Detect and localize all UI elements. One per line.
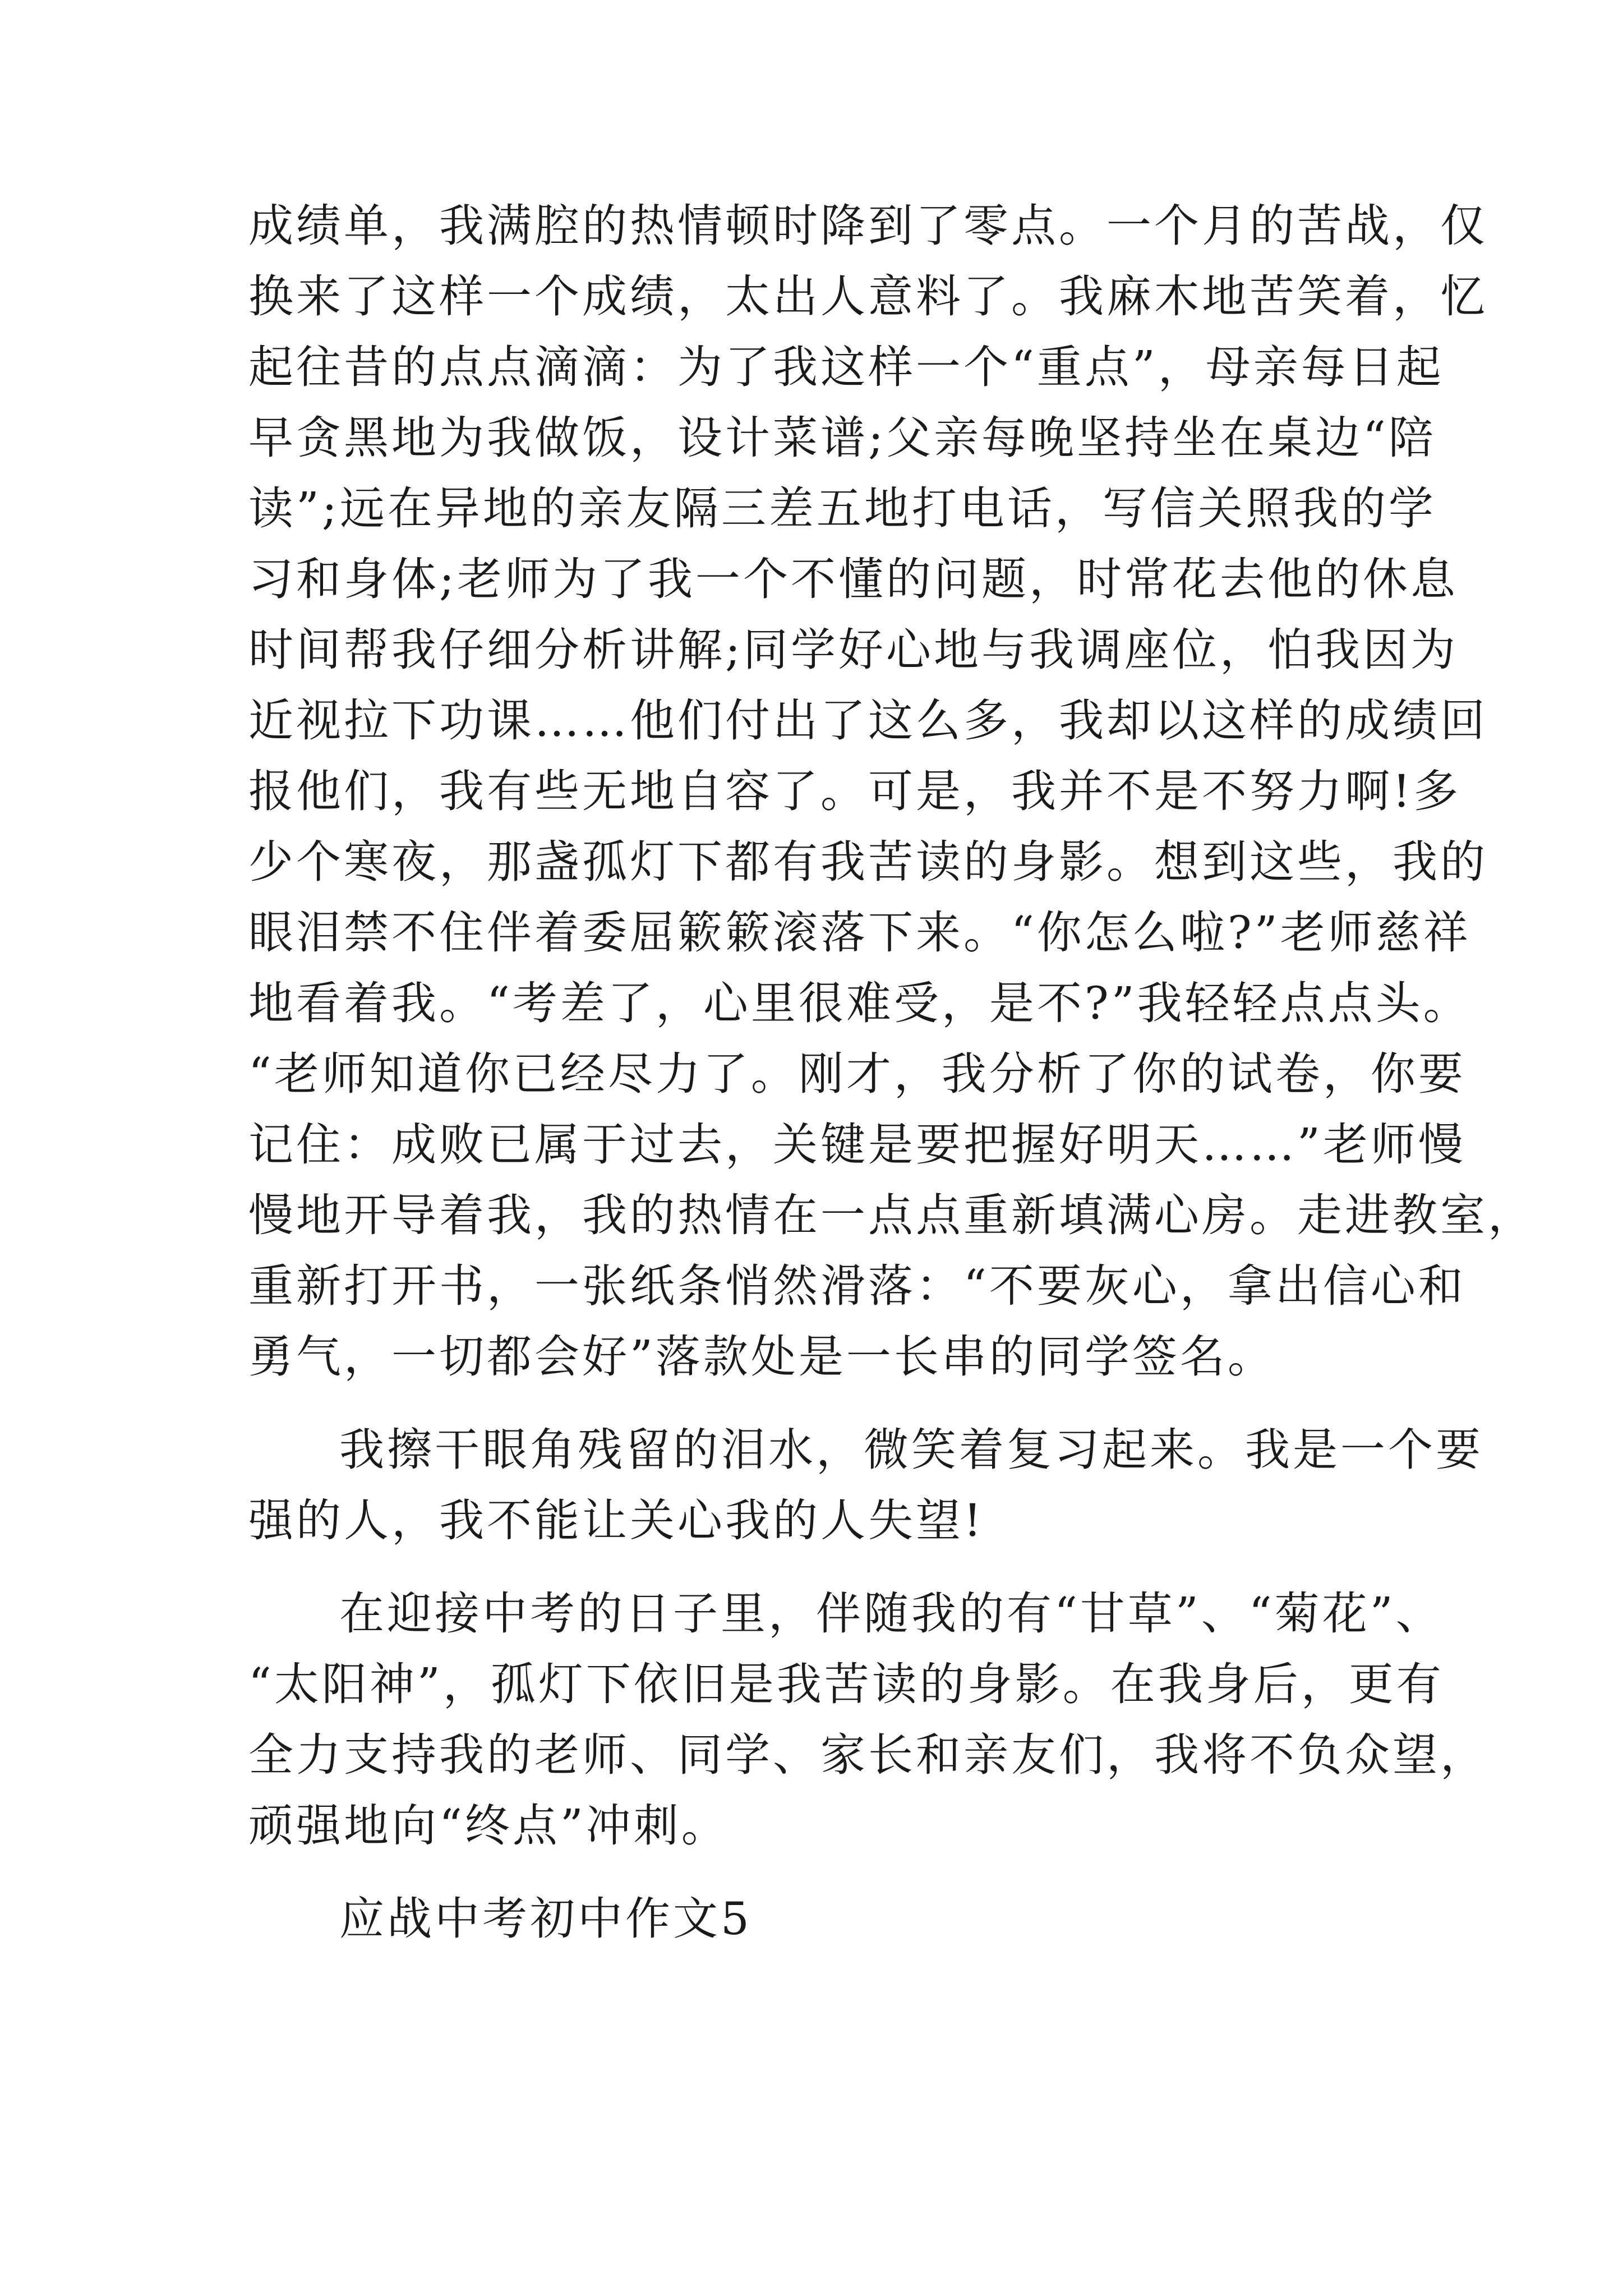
text-line: 慢地开导着我，我的热情在一点点重新填满心房。走进教室， [248, 1189, 1536, 1241]
text-line: 眼泪禁不住伴着委屈簌簌滚落下来。“你怎么啦?”老师慈祥 [248, 907, 1471, 959]
text-line: 地看着我。“考差了，心里很难受，是不?”我轻轻点点头。 [248, 977, 1471, 1029]
text-line: 报他们，我有些无地自容了。可是，我并不是不努力啊!多 [248, 765, 1461, 817]
text-line: 少个寒夜，那盏孤灯下都有我苦读的身影。想到这些，我的 [248, 836, 1488, 888]
text-line: 在迎接中考的日子里，伴随我的有“甘草”、“菊花”、 [339, 1588, 1444, 1640]
paragraph-1 [248, 191, 1536, 1392]
text-line: 重新打开书，一张纸条悄然滑落：“不要灰心，拿出信心和 [248, 1260, 1466, 1312]
text-line: 习和身体;老师为了我一个不懂的问题，时常花去他的休息 [248, 553, 1458, 605]
text-line: 读”;远在异地的亲友隔三差五地打电话，写信关照我的学 [248, 482, 1436, 535]
text-line: 强的人，我不能让关心我的人失望! [248, 1494, 985, 1547]
text-line: “老师知道你已经尽力了。刚才，我分析了你的试卷，你要 [248, 1048, 1466, 1100]
text-line: 换来了这样一个成绩，太出人意料了。我麻木地苦笑着，忆 [248, 270, 1488, 323]
text-line: “太阳神”，孤灯下依旧是我苦读的身影。在我身后，更有 [248, 1658, 1444, 1710]
text-line: 顽强地向“终点”冲刺。 [248, 1800, 729, 1852]
text-line: 近视拉下功课……他们付出了这么多，我却以这样的成绩回 [248, 694, 1488, 747]
text-line: 勇气，一切都会好”落款处是一长串的同学签名。 [248, 1331, 1275, 1383]
paragraph-2 [248, 1415, 1483, 1556]
text-line: 全力支持我的老师、同学、家长和亲友们，我将不负众望， [248, 1729, 1488, 1781]
text-line: 成绩单，我满腔的热情顿时降到了零点。一个月的苦战，仅 [248, 200, 1488, 252]
text-line: 记住：成败已属于过去，关键是要把握好明天……”老师慢 [248, 1119, 1466, 1171]
text-line: 时间帮我仔细分析讲解;同学好心地与我调座位，怕我因为 [248, 624, 1458, 676]
text-line: 起往昔的点点滴滴：为了我这样一个“重点”，母亲每日起 [248, 341, 1444, 393]
essay-heading: 应战中考初中作文5 [339, 1893, 752, 1945]
document-body [248, 191, 1536, 1954]
paragraph-3 [248, 1579, 1488, 1861]
text-line: 我擦干眼角残留的泪水，微笑着复习起来。我是一个要 [339, 1424, 1483, 1476]
text-line: 早贪黑地为我做饭，设计菜谱;父亲每晚坚持坐在桌边“陪 [248, 412, 1436, 464]
